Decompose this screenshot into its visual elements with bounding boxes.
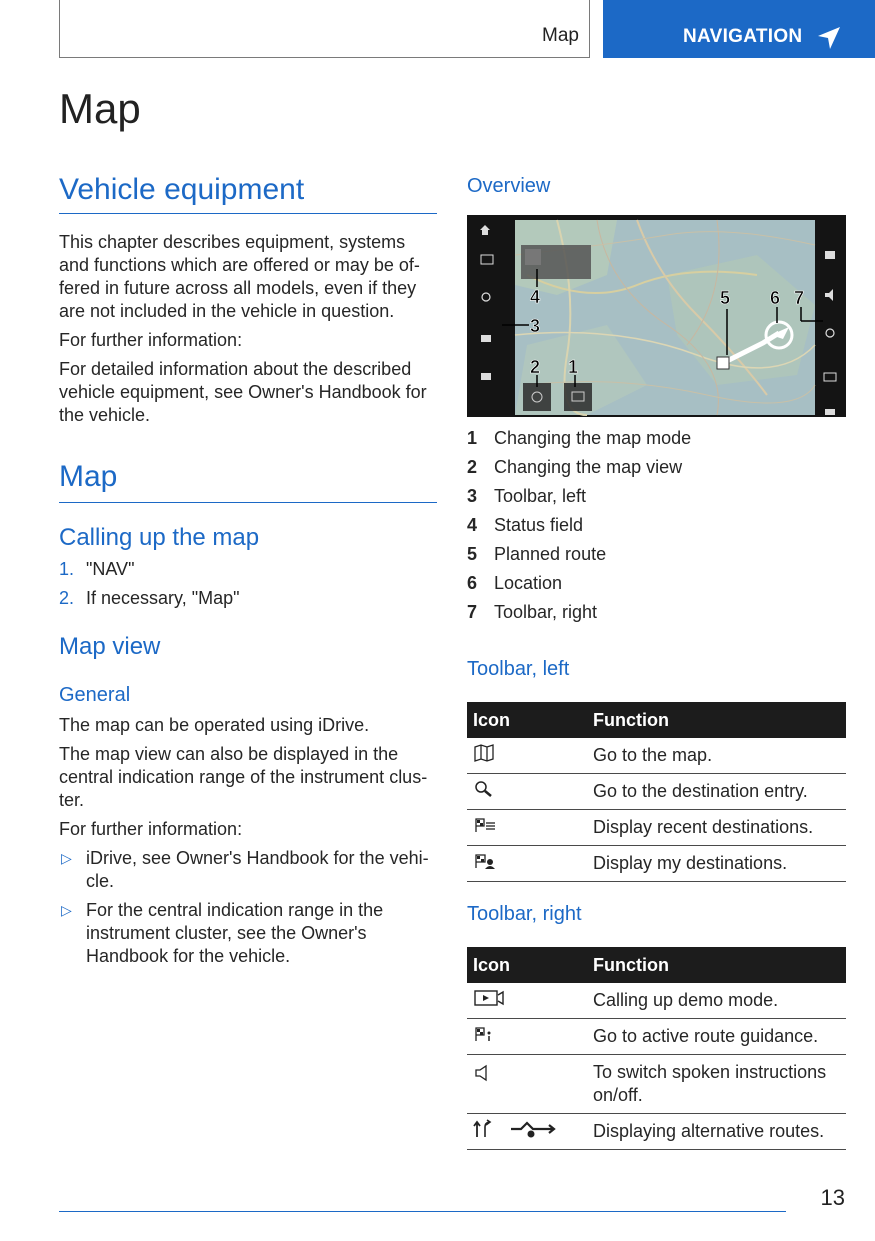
callout-label: 5	[720, 288, 731, 308]
legend-text: Toolbar, left	[494, 486, 587, 506]
function-text: Go to active route guidance.	[587, 1019, 846, 1055]
bullet-list	[59, 847, 437, 968]
list-item	[467, 573, 846, 602]
further-info-label: For further information:	[59, 330, 243, 350]
overview-heading: Overview	[467, 175, 551, 197]
map-view-heading: Map view	[59, 633, 161, 660]
legend-number: 1	[467, 428, 478, 448]
toolbar-left-table	[467, 702, 846, 882]
demo-mode-icon	[473, 989, 505, 1007]
step-number: 2.	[59, 588, 75, 608]
vehicle-equipment-heading: Vehicle equipment	[59, 173, 305, 206]
list-item	[467, 486, 846, 515]
function-text: Calling up demo mode.	[587, 983, 846, 1019]
map-heading: Map	[59, 460, 118, 493]
recent-destinations-icon	[473, 816, 497, 834]
list-item	[59, 559, 437, 588]
vehicle-equipment-para: This chapter describes equipment, systems and functions which are offered or may be of- fered in future across all models, even if they are not included in the vehicle in question.	[59, 232, 420, 321]
navigation-map-screenshot	[467, 215, 846, 417]
header-section-label: Map	[542, 25, 579, 46]
map-illustration	[467, 215, 846, 417]
callout-label: 2	[530, 357, 541, 377]
navigation-arrow-icon	[816, 25, 842, 51]
list-item	[59, 847, 437, 893]
bullet-triangle-icon: ▷	[61, 902, 72, 918]
table-row	[467, 846, 846, 882]
bullet-text: For the central indication range in the instrument cluster, see the Owner's Handbook for the vehicle.	[86, 900, 384, 966]
step-text: If necessary, "Map"	[86, 588, 240, 608]
legend-text: Location	[494, 573, 563, 593]
search-icon	[473, 780, 495, 798]
legend-text: Toolbar, right	[494, 602, 598, 622]
table-row	[467, 1019, 846, 1055]
overview-legend	[467, 428, 846, 631]
function-text: Go to the map.	[587, 738, 846, 774]
legend-number: 6	[467, 573, 478, 593]
callout-label: 1	[568, 357, 579, 377]
vehicle-equipment-body	[59, 231, 437, 427]
legend-text: Changing the map view	[494, 457, 683, 477]
table-row	[467, 983, 846, 1019]
divider	[59, 502, 437, 503]
callout-label: 7	[794, 288, 805, 308]
column-header-icon: Icon	[467, 947, 587, 983]
table-row	[467, 810, 846, 846]
function-text: Display my destinations.	[587, 846, 846, 882]
general-body	[59, 714, 437, 974]
legend-number: 7	[467, 602, 478, 622]
column-header-function: Function	[587, 947, 846, 983]
table-row	[467, 1055, 846, 1114]
page-title: Map	[59, 85, 141, 132]
general-para: The map can be operated using iDrive.	[59, 715, 370, 735]
footer-rule	[59, 1211, 786, 1212]
bullet-text: iDrive, see Owner's Handbook for the vehi- cle.	[86, 848, 429, 891]
vehicle-equipment-para: For detailed information about the described vehicle equipment, see Owner's Handbook for the vehicle.	[59, 359, 427, 425]
legend-number: 5	[467, 544, 478, 564]
page-number: 13	[820, 1185, 845, 1210]
table-row	[467, 738, 846, 774]
step-text: "NAV"	[86, 559, 135, 579]
steps-list	[59, 559, 437, 617]
function-text: Display recent destinations.	[587, 810, 846, 846]
function-text: To switch spoken instructions on/off.	[587, 1055, 846, 1114]
speaker-icon	[473, 1064, 495, 1082]
map-icon	[473, 744, 495, 762]
list-item	[59, 899, 437, 968]
function-text: Displaying alternative routes.	[587, 1114, 846, 1150]
list-item	[467, 515, 846, 544]
active-route-icon	[473, 1025, 495, 1043]
toolbar-left-heading: Toolbar, left	[467, 658, 570, 680]
legend-text: Changing the map mode	[494, 428, 692, 448]
general-heading: General	[59, 684, 131, 706]
bullet-triangle-icon: ▷	[61, 850, 72, 866]
step-number: 1.	[59, 559, 75, 579]
table-header-row	[467, 947, 846, 983]
table-row	[467, 774, 846, 810]
further-info-label: For further information:	[59, 819, 243, 839]
legend-number: 2	[467, 457, 478, 477]
table-row	[467, 1114, 846, 1150]
legend-number: 3	[467, 486, 478, 506]
list-item	[59, 588, 437, 617]
chapter-tab[interactable]	[603, 0, 875, 58]
callout-label: 3	[530, 316, 541, 336]
callout-label: 4	[530, 287, 541, 307]
table-header-row	[467, 702, 846, 738]
toolbar-right-heading: Toolbar, right	[467, 903, 582, 925]
legend-text: Planned route	[494, 544, 607, 564]
alternative-routes-icon	[473, 1119, 563, 1139]
list-item	[467, 602, 846, 631]
divider	[59, 213, 437, 214]
legend-number: 4	[467, 515, 478, 535]
legend-text: Status field	[494, 515, 584, 535]
function-text: Go to the destination entry.	[587, 774, 846, 810]
my-destinations-icon	[473, 852, 497, 870]
list-item	[467, 544, 846, 573]
toolbar-right-table	[467, 947, 846, 1150]
calling-up-map-heading: Calling up the map	[59, 524, 260, 551]
list-item	[467, 428, 846, 457]
column-header-function: Function	[587, 702, 846, 738]
list-item	[467, 457, 846, 486]
column-header-icon: Icon	[467, 702, 587, 738]
callout-label: 6	[770, 288, 781, 308]
header-box	[59, 0, 590, 58]
general-para: The map view can also be displayed in the central indication range of the instrument clus- ter.	[59, 744, 428, 810]
chapter-label: NAVIGATION	[683, 26, 803, 47]
